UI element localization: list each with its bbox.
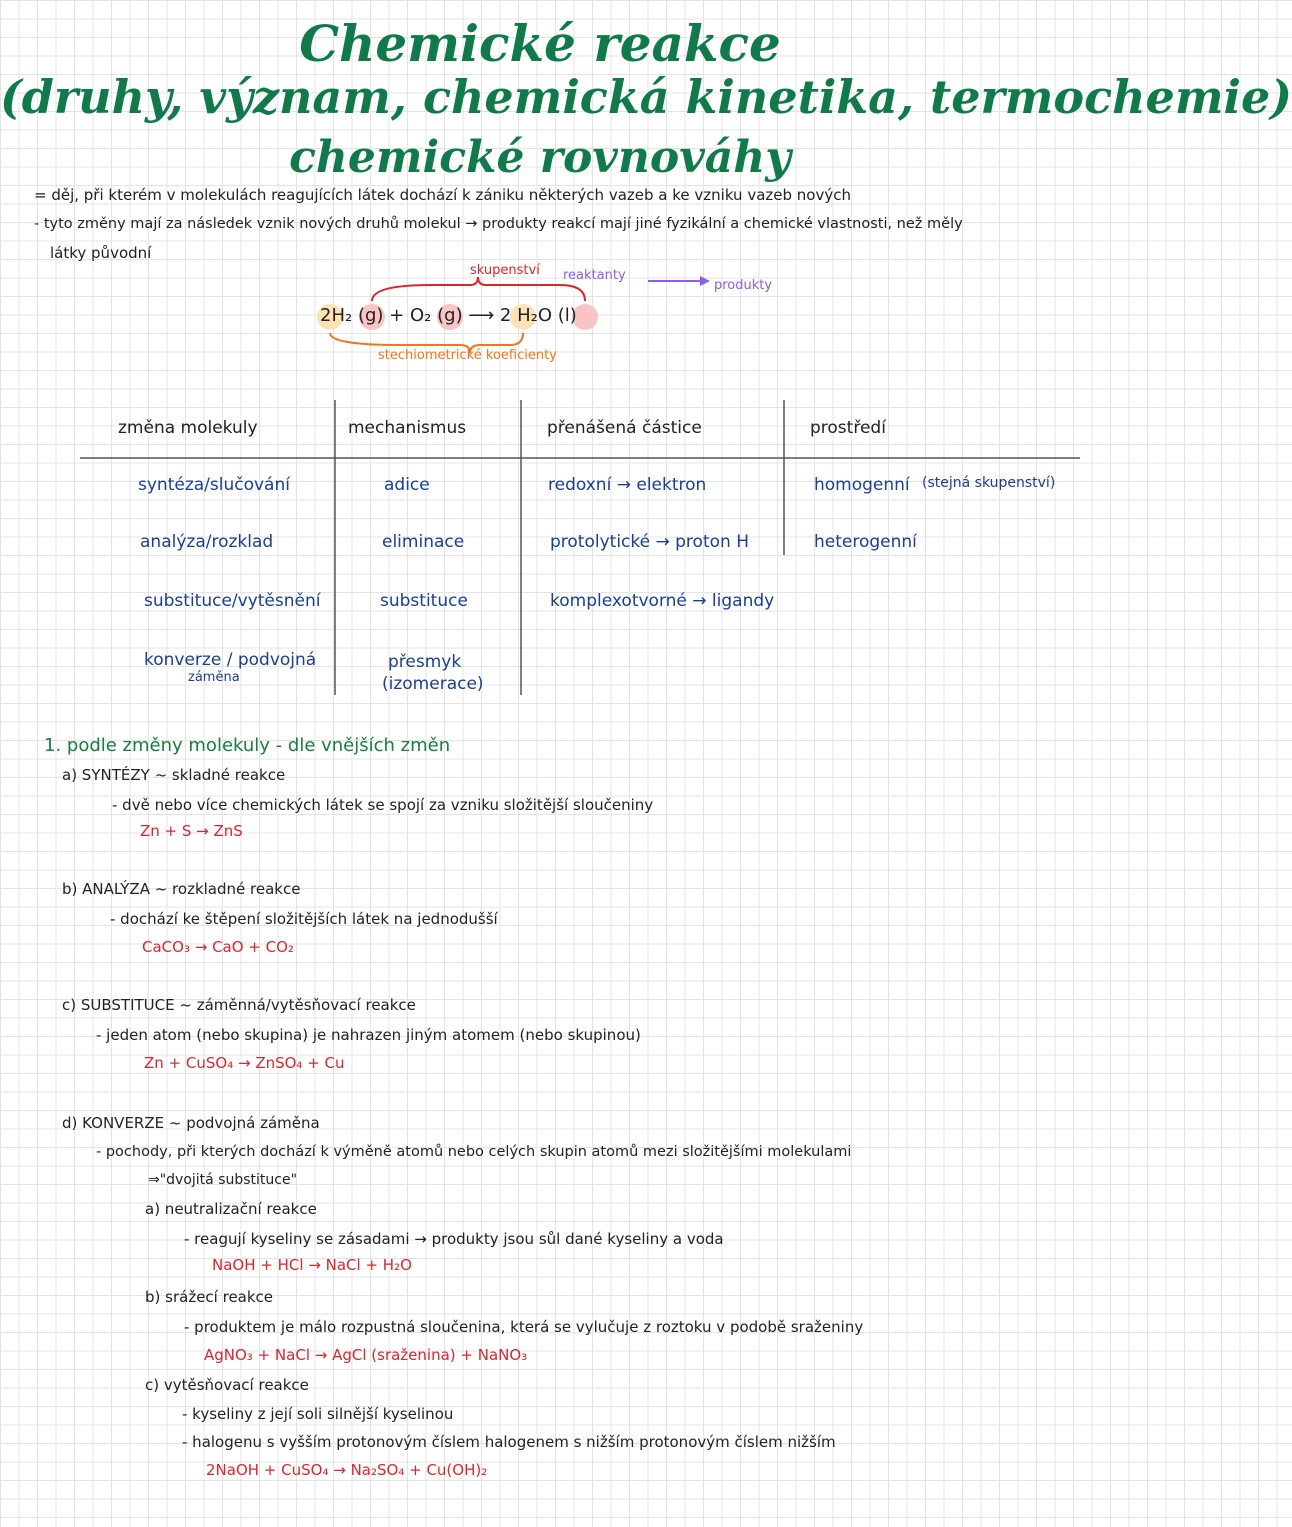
table-cell: adice [384,475,430,495]
section-d-title: d) KONVERZE ~ podvojná záměna [62,1114,320,1132]
definition-line-2: - tyto změny mají za následek vznik nových druhů molekul → produkty reakcí mají jiné fyzikální a chemické vlastnosti, než měly [34,216,963,232]
section-a-title: a) SYNTÉZY ~ skladné reakce [62,766,286,784]
coef-2: 2 [499,305,512,326]
section-d-desc-2: ⇒"dvojitá substituce" [148,1172,298,1188]
section-db-equation: AgNO₃ + NaCl → AgCl (sraženina) + NaNO₃ [204,1346,528,1364]
definition-line-3: látky původní [50,244,152,262]
section-dc-desc-1: - kyseliny z její soli silnější kyselinou [182,1405,454,1423]
section-dc-equation: 2NaOH + CuSO₄ → Na₂SO₄ + Cu(OH)₂ [206,1461,488,1479]
table-cell: konverze / podvojná [144,650,317,670]
state-3: (l) [557,305,577,326]
state-2: (g) [437,305,463,326]
section-c-equation: Zn + CuSO₄ → ZnSO₄ + Cu [144,1054,345,1072]
section-da-title: a) neutralizační reakce [145,1200,317,1218]
reaction-arrow: ⟶ [468,305,495,326]
label-skupenstvi: skupenství [470,263,540,278]
table-cell: záměna [188,670,240,685]
arrow-head [700,276,710,286]
label-reaktanty: reaktanty [563,268,626,283]
reaction-equation [320,305,577,326]
page-subtitle: (druhy, význam, chemická kinetika, termochemie) [0,70,1292,124]
section-a-equation: Zn + S → ZnS [140,822,243,840]
table-cell: heterogenní [814,532,917,552]
state-1: (g) [357,305,384,326]
section-b-title: b) ANALÝZA ~ rozkladné reakce [62,880,301,898]
table-cell: analýza/rozklad [140,532,274,552]
section-db-title: b) srážecí reakce [145,1288,274,1306]
product-1: H₂O [517,305,552,326]
page-subtitle-2: chemické rovnováhy [289,132,791,183]
table-cell: (stejná skupenství) [922,475,1056,491]
table-header-mechanismus: mechanismus [348,418,467,438]
section-d-desc: - pochody, při kterých dochází k výměně atomů nebo celých skupin atomů mezi složitějšími molekulami [96,1144,852,1160]
reactant-2: O₂ [410,305,432,326]
table-cell: (izomerace) [382,674,484,694]
table-header-zmena: změna molekuly [118,418,258,438]
section-b-desc: - dochází ke štěpení složitějších látek na jednodušší [110,910,498,928]
section-a-desc: - dvě nebo více chemických látek se spojí za vzniku složitější sloučeniny [112,796,654,814]
page-title: Chemické reakce [299,14,781,73]
label-produkty: produkty [714,278,773,293]
table-cell: protolytické → proton H [550,532,749,552]
table-cell: eliminace [382,532,465,552]
table-header-castice: přenášená částice [547,418,702,438]
table-cell: substituce [380,591,468,611]
brace-skupenstvi [372,277,585,301]
section-db-desc: - produktem je málo rozpustná sloučenina, která se vylučuje z roztoku v podobě sraženiny [184,1318,864,1336]
coef-1: 2 [320,305,332,326]
section-dc-desc-2: - halogenu s vyšším protonovým číslem halogenem s nižším protonovým číslem nižším [182,1433,836,1451]
table-header-prostredi: prostředí [810,418,886,438]
table-cell: přesmyk [388,652,462,672]
section-da-desc: - reagují kyseliny se zásadami → produkty jsou sůl dané kyseliny a voda [184,1230,724,1248]
label-koeficienty: stechiometrické koeficienty [378,348,557,363]
section-c-title: c) SUBSTITUCE ~ záměnná/vytěsňovací reakce [62,996,416,1014]
table-cell: substituce/vytěsnění [144,591,321,611]
section-heading: 1. podle změny molekuly - dle vnějších změn [44,735,451,756]
table-cell: redoxní → elektron [548,475,707,495]
table-cell: syntéza/slučování [138,475,290,495]
reactant-1: H₂ [331,305,353,326]
table-cell: homogenní [814,475,910,495]
plus-sign: + [389,305,405,326]
section-c-desc: - jeden atom (nebo skupina) je nahrazen jiným atomem (nebo skupinou) [96,1026,641,1044]
section-dc-title: c) vytěsňovací reakce [145,1376,309,1394]
section-da-equation: NaOH + HCl → NaCl + H₂O [212,1256,412,1274]
section-b-equation: CaCO₃ → CaO + CO₂ [142,938,294,956]
table-cell: komplexotvorné → ligandy [550,591,775,611]
definition-line-1: = děj, při kterém v molekulách reagujících látek dochází k zániku některých vazeb a ke vzniku vazeb nových [34,186,851,204]
